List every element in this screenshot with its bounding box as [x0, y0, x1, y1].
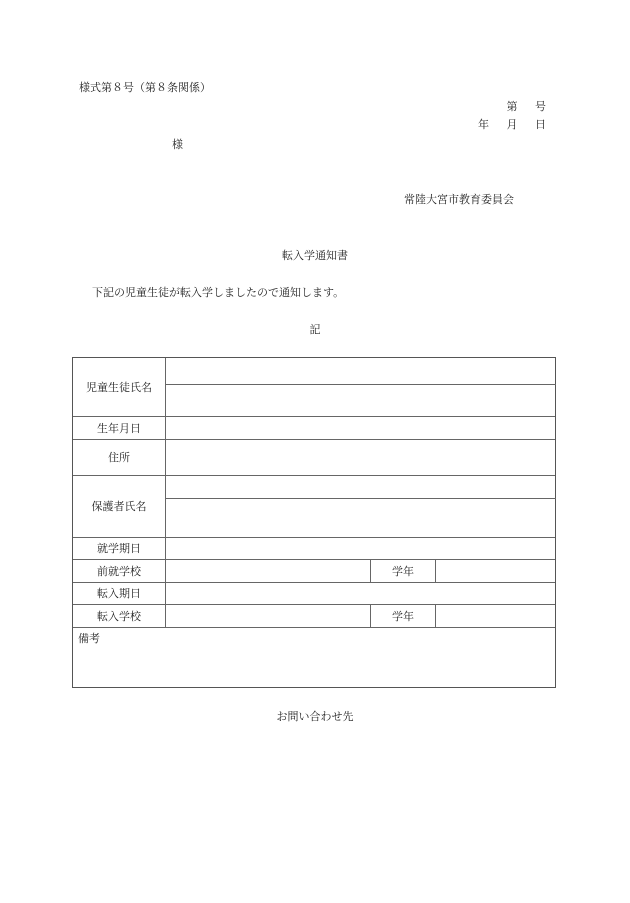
doc-number-prefix: 第: [506, 100, 518, 113]
transfer-date-field[interactable]: [166, 582, 555, 604]
date-day: 日: [535, 118, 546, 131]
label-remarks: 備考: [78, 632, 100, 645]
transfer-info-table: [72, 357, 556, 688]
label-previous-school: 前就学校: [97, 564, 141, 578]
body-text: 下記の児童生徒が転入学しましたので通知します。: [92, 286, 345, 299]
label-enrollment-date: 就学期日: [97, 542, 141, 555]
label-address: 住所: [108, 451, 130, 464]
contact-heading: お問い合わせ先: [276, 710, 354, 723]
new-grade-field[interactable]: [436, 604, 555, 627]
previous-grade-field[interactable]: [436, 559, 555, 582]
guardian-name-field[interactable]: [166, 498, 555, 537]
label-new-grade: 学年: [392, 609, 414, 623]
form-number: 様式第８号（第８条関係）: [79, 81, 211, 94]
issuer: 常陸大宮市教育委員会: [404, 193, 514, 206]
birth-date-field[interactable]: [166, 416, 555, 439]
guardian-name-furigana-field[interactable]: [166, 475, 555, 498]
address-field[interactable]: [166, 439, 555, 475]
label-previous-grade: 学年: [392, 564, 414, 578]
enrollment-date-field[interactable]: [166, 537, 555, 559]
date-month: 月: [506, 118, 518, 131]
student-name-furigana-field[interactable]: [166, 358, 555, 384]
doc-number-suffix: 号: [535, 100, 546, 113]
document-title: 転入学通知書: [282, 249, 348, 262]
label-birth-date: 生年月日: [97, 421, 141, 435]
new-school-field[interactable]: [166, 604, 370, 627]
remarks-field[interactable]: [73, 628, 555, 687]
previous-school-field[interactable]: [166, 559, 370, 582]
label-student-name: 児童生徒氏名: [86, 381, 152, 394]
document-number: [493, 100, 547, 114]
issue-date: [464, 118, 546, 132]
date-year: 年: [478, 118, 489, 131]
addressee: 様: [172, 138, 183, 151]
label-guardian-name: 保護者氏名: [91, 500, 147, 513]
ki-heading: 記: [309, 323, 321, 336]
student-name-field[interactable]: [166, 384, 555, 416]
label-new-school: 転入学校: [97, 609, 141, 623]
label-transfer-date: 転入期日: [97, 587, 141, 600]
